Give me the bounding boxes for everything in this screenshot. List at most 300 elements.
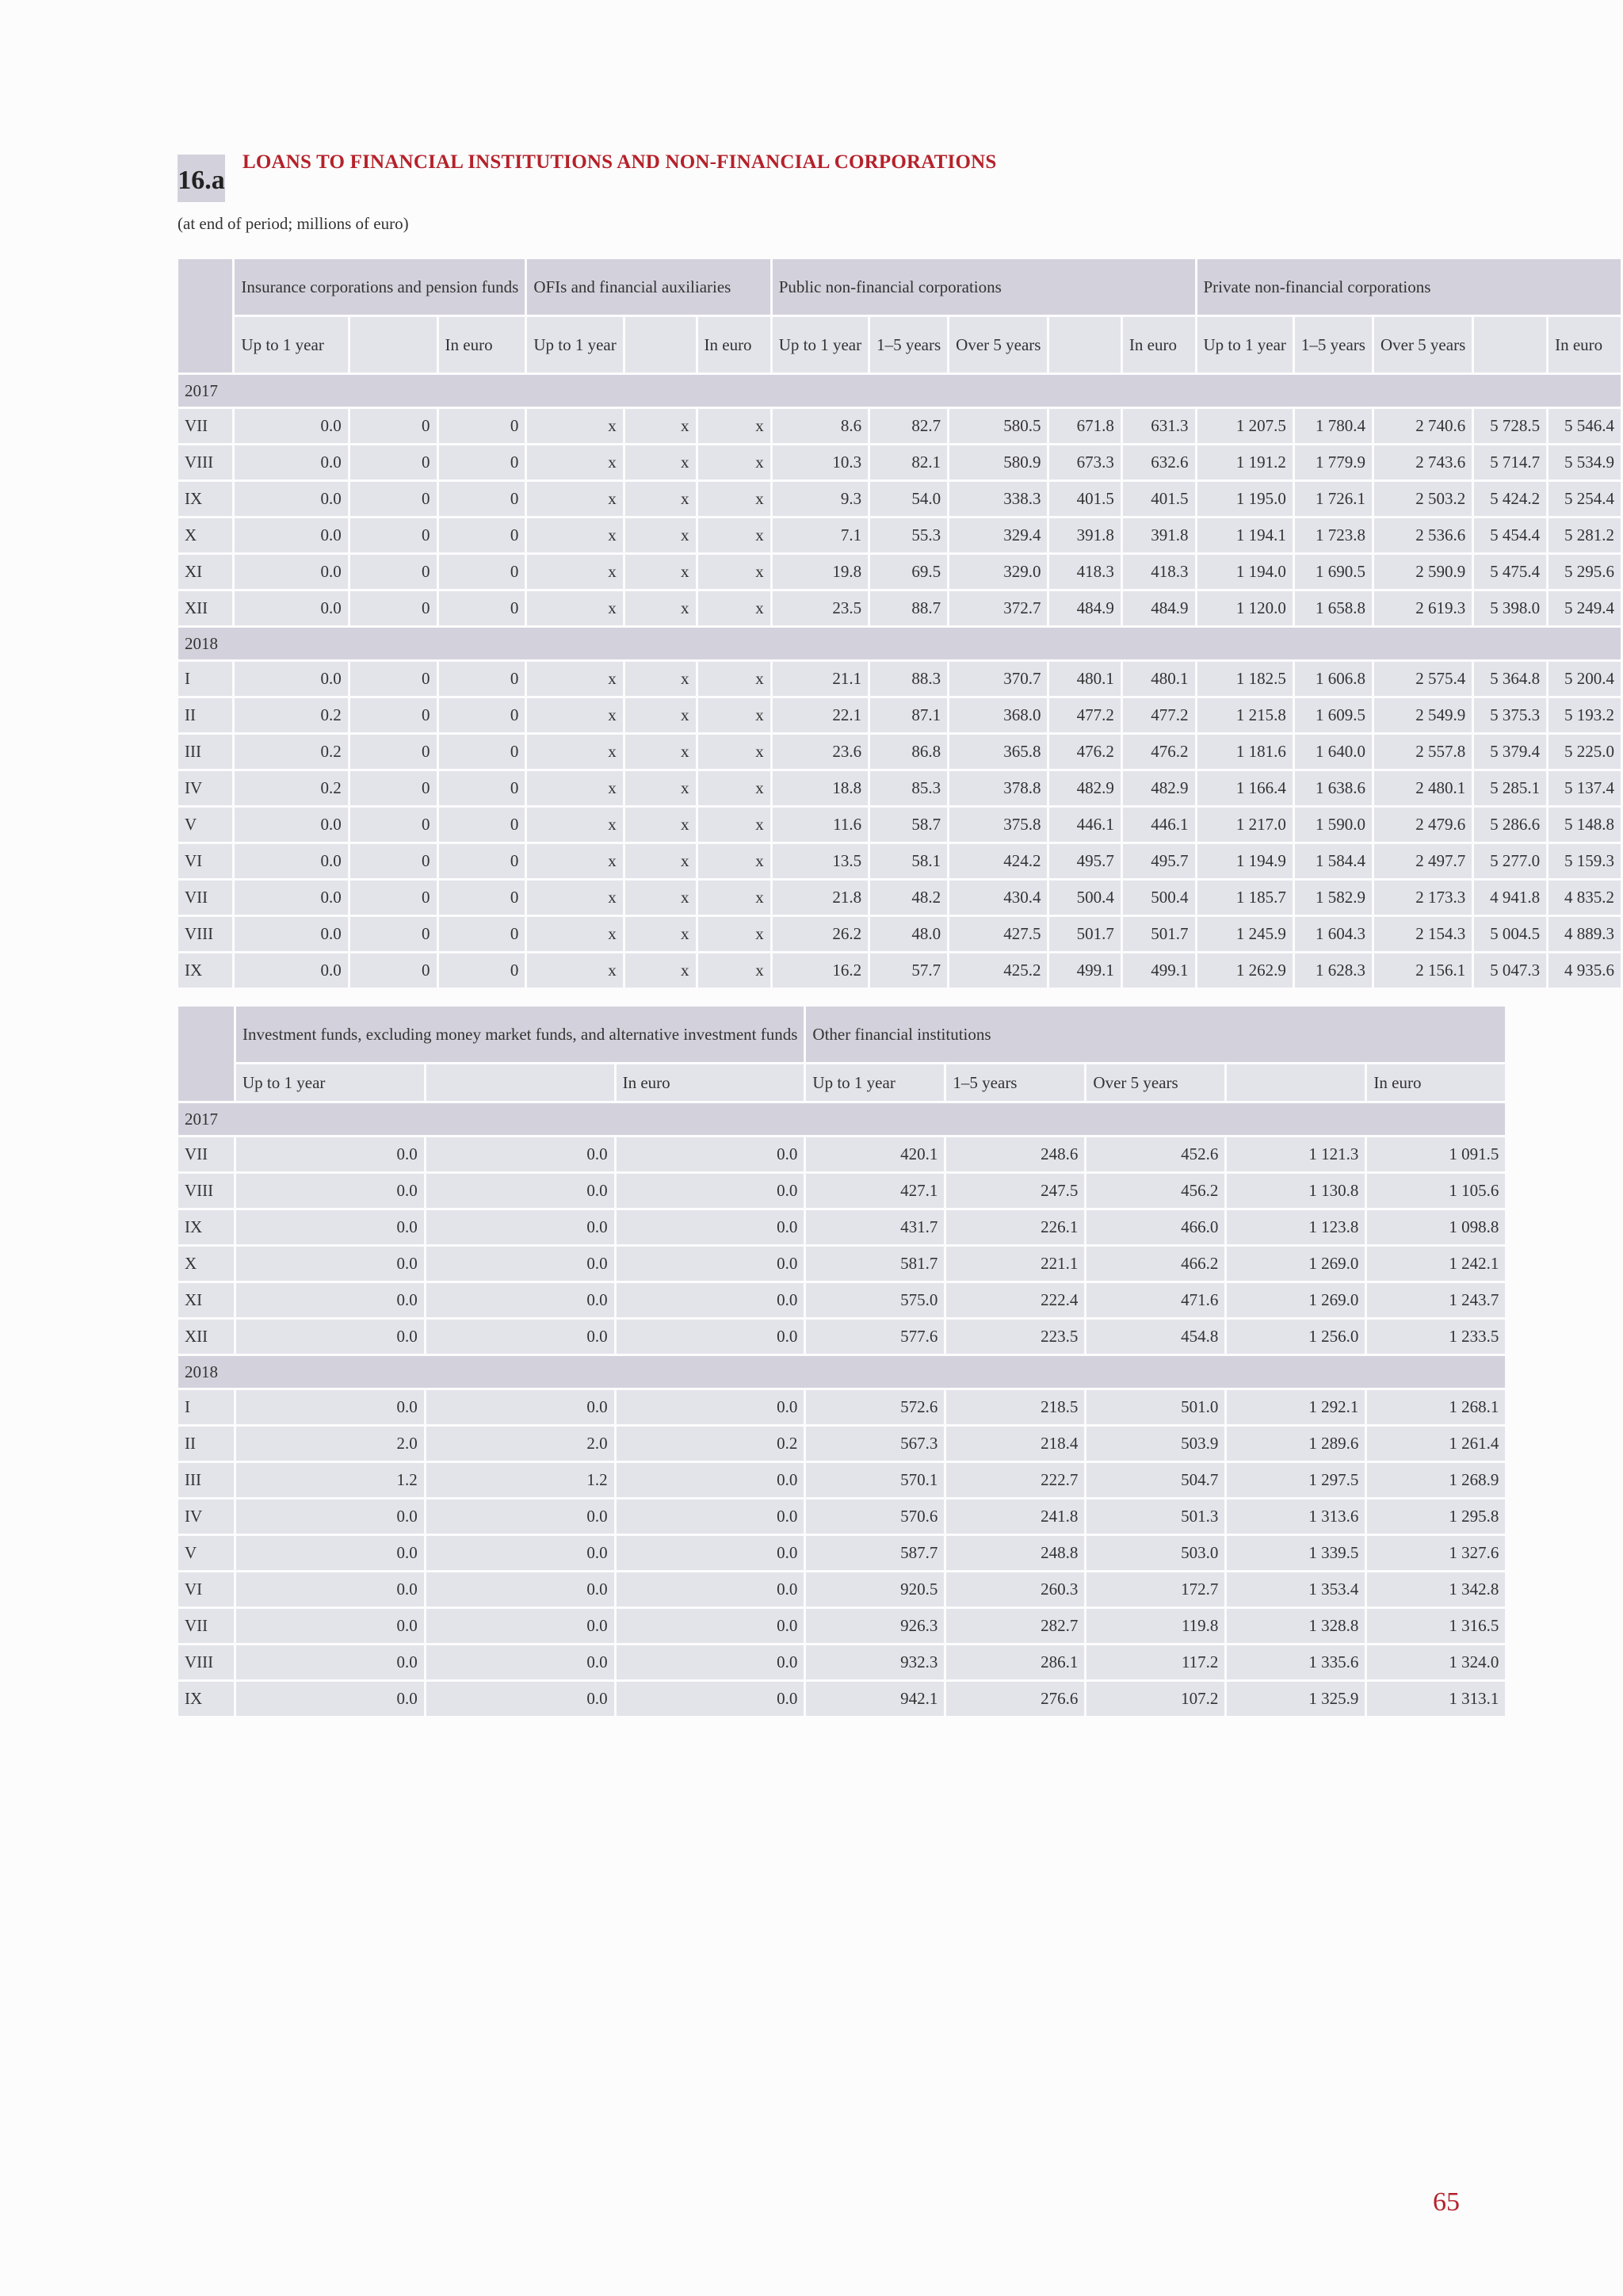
table-cell: 1 658.8 xyxy=(1295,591,1372,625)
table-cell: 1 243.7 xyxy=(1367,1283,1505,1317)
table-cell: 1 324.0 xyxy=(1367,1645,1505,1679)
month-label: VIII xyxy=(178,445,232,479)
table-cell: 0.0 xyxy=(236,1609,424,1643)
table-cell: 241.8 xyxy=(946,1499,1084,1534)
table-cell: 1 261.4 xyxy=(1367,1427,1505,1461)
table-cell: 425.2 xyxy=(949,953,1047,988)
table-cell: x xyxy=(527,844,622,878)
table-cell: 1 091.5 xyxy=(1367,1137,1505,1171)
table-cell: 0.2 xyxy=(617,1427,804,1461)
table-cell: 1 194.1 xyxy=(1197,518,1293,552)
table-cell: 466.0 xyxy=(1086,1210,1224,1244)
table-cell: 0.0 xyxy=(617,1682,804,1716)
table-cell: 480.1 xyxy=(1123,662,1195,696)
table-cell: 5 285.1 xyxy=(1474,771,1546,805)
table-cell: 0 xyxy=(439,917,525,951)
table-cell: 0.0 xyxy=(617,1320,804,1354)
table-row xyxy=(178,771,1621,805)
table-cell: x xyxy=(527,953,622,988)
table-cell: 567.3 xyxy=(806,1427,944,1461)
table-cell: 16.2 xyxy=(773,953,868,988)
table-row xyxy=(178,1427,1505,1461)
table-cell: 1 268.1 xyxy=(1367,1390,1505,1424)
table-cell: x xyxy=(527,735,622,769)
table-cell: 0 xyxy=(439,555,525,589)
table-cell: 19.8 xyxy=(773,555,868,589)
table-cell: 222.7 xyxy=(946,1463,1084,1497)
table-cell: x xyxy=(527,881,622,915)
table-row xyxy=(178,1320,1505,1354)
table-cell: x xyxy=(698,409,770,443)
table-cell: 1 779.9 xyxy=(1295,445,1372,479)
table-cell: 495.7 xyxy=(1049,844,1120,878)
table-cell: 1 269.0 xyxy=(1227,1247,1365,1281)
month-label: II xyxy=(178,698,232,732)
table-cell: 13.5 xyxy=(773,844,868,878)
table-cell: 2 619.3 xyxy=(1374,591,1472,625)
table-cell: 119.8 xyxy=(1086,1609,1224,1643)
table-cell: 0.0 xyxy=(236,1645,424,1679)
table-cell: 87.1 xyxy=(870,698,947,732)
column-subheader: 1–5 years xyxy=(1295,317,1372,372)
table-cell: 0.0 xyxy=(617,1463,804,1497)
table-cell: 10.3 xyxy=(773,445,868,479)
table-cell: 0.0 xyxy=(236,1572,424,1606)
table-cell: 218.5 xyxy=(946,1390,1084,1424)
table-cell: 48.2 xyxy=(870,881,947,915)
table-cell: 2 480.1 xyxy=(1374,771,1472,805)
table-row xyxy=(178,1390,1505,1424)
table-cell: 365.8 xyxy=(949,735,1047,769)
table-cell: 482.9 xyxy=(1123,771,1195,805)
table-cell: 5 254.4 xyxy=(1549,482,1621,516)
table-cell: 446.1 xyxy=(1049,808,1120,842)
table-cell: 1 339.5 xyxy=(1227,1536,1365,1570)
table-cell: 0.2 xyxy=(235,771,347,805)
table-cell: 48.0 xyxy=(870,917,947,951)
table-row xyxy=(178,808,1621,842)
table-cell: 501.7 xyxy=(1123,917,1195,951)
month-label: I xyxy=(178,1390,234,1424)
table-cell: x xyxy=(625,771,696,805)
table-cell: 0 xyxy=(439,844,525,878)
table-cell: 1 182.5 xyxy=(1197,662,1293,696)
column-subheader xyxy=(1474,317,1546,372)
table-cell: 5 004.5 xyxy=(1474,917,1546,951)
table-cell: 18.8 xyxy=(773,771,868,805)
table-cell: 0.0 xyxy=(617,1137,804,1171)
year-row-label: 2017 xyxy=(178,1103,1505,1135)
table-cell: 0.0 xyxy=(235,555,347,589)
table-cell: x xyxy=(527,698,622,732)
table-cell: 247.5 xyxy=(946,1174,1084,1208)
group-header: Private non-financial corporations xyxy=(1197,259,1621,315)
table-cell: x xyxy=(527,591,622,625)
month-label: X xyxy=(178,1247,234,1281)
table-cell: x xyxy=(527,771,622,805)
year-row-label: 2017 xyxy=(178,375,1621,407)
table-cell: 1 166.4 xyxy=(1197,771,1293,805)
table-cell: 0.0 xyxy=(617,1645,804,1679)
table-cell: 375.8 xyxy=(949,808,1047,842)
table-cell: 223.5 xyxy=(946,1320,1084,1354)
table-cell: 0.2 xyxy=(235,698,347,732)
loans-table-bottom xyxy=(176,1004,1507,1718)
table-cell: 1 723.8 xyxy=(1295,518,1372,552)
table-cell: 427.1 xyxy=(806,1174,944,1208)
table-cell: x xyxy=(698,555,770,589)
table-cell: 0 xyxy=(439,735,525,769)
table-cell: 476.2 xyxy=(1049,735,1120,769)
table-row xyxy=(178,555,1621,589)
month-label: III xyxy=(178,1463,234,1497)
table-cell: 5 546.4 xyxy=(1549,409,1621,443)
table-cell: 1 584.4 xyxy=(1295,844,1372,878)
table-cell: 4 889.3 xyxy=(1549,917,1621,951)
table-cell: 69.5 xyxy=(870,555,947,589)
column-subheader: In euro xyxy=(1367,1064,1505,1101)
table-cell: 370.7 xyxy=(949,662,1047,696)
table-cell: 2.0 xyxy=(236,1427,424,1461)
table-cell: 5 364.8 xyxy=(1474,662,1546,696)
table-cell: 430.4 xyxy=(949,881,1047,915)
table-cell: 1.2 xyxy=(236,1463,424,1497)
table-cell: x xyxy=(698,662,770,696)
month-label: III xyxy=(178,735,232,769)
table-cell: 0.0 xyxy=(236,1499,424,1534)
year-row-label: 2018 xyxy=(178,1356,1505,1388)
group-header: Insurance corporations and pension funds xyxy=(235,259,525,315)
table-cell: 0 xyxy=(439,881,525,915)
table-cell: 0.0 xyxy=(426,1210,614,1244)
table-cell: 276.6 xyxy=(946,1682,1084,1716)
table-cell: 0.2 xyxy=(235,735,347,769)
table-cell: x xyxy=(527,482,622,516)
table-cell: 0.0 xyxy=(426,1609,614,1643)
table-cell: 2 154.3 xyxy=(1374,917,1472,951)
table-cell: x xyxy=(698,917,770,951)
column-subheader: In euro xyxy=(1549,317,1621,372)
column-subheader: Over 5 years xyxy=(1086,1064,1224,1101)
table-cell: 5 137.4 xyxy=(1549,771,1621,805)
month-label: XII xyxy=(178,1320,234,1354)
table-cell: 2 156.1 xyxy=(1374,953,1472,988)
table-cell: x xyxy=(527,555,622,589)
table-cell: 1 217.0 xyxy=(1197,808,1293,842)
table-cell: 446.1 xyxy=(1123,808,1195,842)
table-cell: 1 780.4 xyxy=(1295,409,1372,443)
table-cell: x xyxy=(625,409,696,443)
table-row xyxy=(178,445,1621,479)
table-cell: 1 726.1 xyxy=(1295,482,1372,516)
table-cell: 1 121.3 xyxy=(1227,1137,1365,1171)
table-cell: 1 191.2 xyxy=(1197,445,1293,479)
table-cell: 5 379.4 xyxy=(1474,735,1546,769)
table-cell: 0.0 xyxy=(426,1536,614,1570)
table-row xyxy=(178,917,1621,951)
table-cell: 0.0 xyxy=(236,1320,424,1354)
table-cell: 0 xyxy=(439,662,525,696)
table-cell: 0.0 xyxy=(426,1499,614,1534)
table-row xyxy=(178,1137,1505,1171)
table-cell: 477.2 xyxy=(1049,698,1120,732)
table-cell: 2 557.8 xyxy=(1374,735,1472,769)
table-cell: 401.5 xyxy=(1049,482,1120,516)
table-cell: 0.0 xyxy=(617,1210,804,1244)
table-cell: 577.6 xyxy=(806,1320,944,1354)
table-cell: 420.1 xyxy=(806,1137,944,1171)
table-cell: 0.0 xyxy=(617,1536,804,1570)
table-cell: 2 479.6 xyxy=(1374,808,1472,842)
table-cell: 0.0 xyxy=(426,1572,614,1606)
table-cell: 0 xyxy=(350,555,437,589)
table-cell: 632.6 xyxy=(1123,445,1195,479)
page-number: 65 xyxy=(1433,2187,1460,2217)
month-label: XII xyxy=(178,591,232,625)
table-cell: 0 xyxy=(350,518,437,552)
column-subheader: 1–5 years xyxy=(870,317,947,372)
loans-table-top xyxy=(176,257,1623,990)
table-cell: 391.8 xyxy=(1123,518,1195,552)
table-cell: 1 194.0 xyxy=(1197,555,1293,589)
table-row xyxy=(178,482,1621,516)
month-label: IX xyxy=(178,482,232,516)
month-label: VI xyxy=(178,1572,234,1606)
table-cell: 2 497.7 xyxy=(1374,844,1472,878)
table-cell: 1 256.0 xyxy=(1227,1320,1365,1354)
table-cell: 1 313.6 xyxy=(1227,1499,1365,1534)
table-cell: 500.4 xyxy=(1123,881,1195,915)
column-subheader: In euro xyxy=(617,1064,804,1101)
table-cell: 2 173.3 xyxy=(1374,881,1472,915)
table-cell: 1 628.3 xyxy=(1295,953,1372,988)
table-cell: 0.0 xyxy=(235,808,347,842)
month-label: VII xyxy=(178,1609,234,1643)
group-header: Public non-financial corporations xyxy=(773,259,1195,315)
month-label: VII xyxy=(178,1137,234,1171)
table-cell: 86.8 xyxy=(870,735,947,769)
table-cell: x xyxy=(625,735,696,769)
table-row xyxy=(178,1174,1505,1208)
table-cell: 5 475.4 xyxy=(1474,555,1546,589)
table-cell: 499.1 xyxy=(1049,953,1120,988)
column-subheader xyxy=(1227,1064,1365,1101)
table-cell: 1 268.9 xyxy=(1367,1463,1505,1497)
table-cell: 1 105.6 xyxy=(1367,1174,1505,1208)
table-cell: 1 123.8 xyxy=(1227,1210,1365,1244)
column-subheader xyxy=(426,1064,614,1101)
table-cell: 0 xyxy=(350,953,437,988)
table-cell: 248.6 xyxy=(946,1137,1084,1171)
table-cell: 1 130.8 xyxy=(1227,1174,1365,1208)
table-cell: 5 454.4 xyxy=(1474,518,1546,552)
table-cell: 226.1 xyxy=(946,1210,1084,1244)
table-cell: 57.7 xyxy=(870,953,947,988)
table-cell: 5 714.7 xyxy=(1474,445,1546,479)
table-cell: 5 295.6 xyxy=(1549,555,1621,589)
table-cell: 1 342.8 xyxy=(1367,1572,1505,1606)
table-cell: x xyxy=(527,409,622,443)
table-cell: 372.7 xyxy=(949,591,1047,625)
table-cell: 0 xyxy=(439,771,525,805)
column-subheader: Up to 1 year xyxy=(235,317,347,372)
column-subheader: Up to 1 year xyxy=(236,1064,424,1101)
table-cell: 0 xyxy=(350,591,437,625)
table-cell: 587.7 xyxy=(806,1536,944,1570)
month-label: VIII xyxy=(178,1645,234,1679)
table-cell: 1 327.6 xyxy=(1367,1536,1505,1570)
table-cell: 2.0 xyxy=(426,1427,614,1461)
table-cell: 26.2 xyxy=(773,917,868,951)
table-row xyxy=(178,1645,1505,1679)
table-row xyxy=(178,1210,1505,1244)
month-label: IV xyxy=(178,1499,234,1534)
table-cell: 117.2 xyxy=(1086,1645,1224,1679)
column-subheader xyxy=(350,317,437,372)
table-cell: 1 606.8 xyxy=(1295,662,1372,696)
table-cell: 1 098.8 xyxy=(1367,1210,1505,1244)
table-cell: 260.3 xyxy=(946,1572,1084,1606)
table-cell: 9.3 xyxy=(773,482,868,516)
table-subtitle: (at end of period; millions of euro) xyxy=(178,214,409,233)
table-cell: 0.0 xyxy=(236,1247,424,1281)
table-cell: 5 148.8 xyxy=(1549,808,1621,842)
table-cell: 1 313.1 xyxy=(1367,1682,1505,1716)
table-cell: 2 590.9 xyxy=(1374,555,1472,589)
table-row xyxy=(178,953,1621,988)
table-cell: x xyxy=(527,662,622,696)
table-cell: 1 609.5 xyxy=(1295,698,1372,732)
table-cell: 0 xyxy=(350,844,437,878)
column-subheader: In euro xyxy=(1123,317,1195,372)
table-cell: 0 xyxy=(350,662,437,696)
table-cell: 926.3 xyxy=(806,1609,944,1643)
table-cell: 1 316.5 xyxy=(1367,1609,1505,1643)
table-title: LOANS TO FINANCIAL INSTITUTIONS AND NON-FINANCIAL CORPORATIONS xyxy=(242,151,997,173)
table-cell: 0.0 xyxy=(235,482,347,516)
table-cell: 0 xyxy=(350,881,437,915)
table-cell: 0.0 xyxy=(235,518,347,552)
table-cell: x xyxy=(698,953,770,988)
table-row xyxy=(178,1609,1505,1643)
table-cell: 0 xyxy=(439,698,525,732)
table-cell: 1 269.0 xyxy=(1227,1283,1365,1317)
table-row xyxy=(178,409,1621,443)
table-cell: 88.7 xyxy=(870,591,947,625)
table-row xyxy=(178,1499,1505,1534)
table-cell: 504.7 xyxy=(1086,1463,1224,1497)
month-label: IV xyxy=(178,771,232,805)
table-cell: 0.0 xyxy=(617,1247,804,1281)
column-subheader xyxy=(625,317,696,372)
table-cell: 218.4 xyxy=(946,1427,1084,1461)
table-cell: 0.0 xyxy=(235,662,347,696)
table-cell: 480.1 xyxy=(1049,662,1120,696)
column-subheader xyxy=(1049,317,1120,372)
table-cell: 503.9 xyxy=(1086,1427,1224,1461)
table-cell: 499.1 xyxy=(1123,953,1195,988)
table-cell: 920.5 xyxy=(806,1572,944,1606)
table-cell: 2 575.4 xyxy=(1374,662,1472,696)
table-cell: 454.8 xyxy=(1086,1320,1224,1354)
table-cell: 378.8 xyxy=(949,771,1047,805)
table-cell: 1 638.6 xyxy=(1295,771,1372,805)
table-cell: 431.7 xyxy=(806,1210,944,1244)
table-cell: 21.8 xyxy=(773,881,868,915)
table-cell: x xyxy=(625,662,696,696)
table-cell: 1 195.0 xyxy=(1197,482,1293,516)
table-cell: 22.1 xyxy=(773,698,868,732)
table-cell: 5 534.9 xyxy=(1549,445,1621,479)
table-cell: 401.5 xyxy=(1123,482,1195,516)
table-cell: x xyxy=(698,881,770,915)
column-subheader: In euro xyxy=(698,317,770,372)
table-cell: 0.0 xyxy=(236,1390,424,1424)
column-subheader: Up to 1 year xyxy=(527,317,622,372)
year-row-label: 2018 xyxy=(178,628,1621,659)
table-row xyxy=(178,1283,1505,1317)
table-cell: 1 328.8 xyxy=(1227,1609,1365,1643)
table-cell: 7.1 xyxy=(773,518,868,552)
table-cell: 0.0 xyxy=(426,1645,614,1679)
table-cell: 1 590.0 xyxy=(1295,808,1372,842)
table-cell: 424.2 xyxy=(949,844,1047,878)
month-label: IX xyxy=(178,1210,234,1244)
table-cell: 5 047.3 xyxy=(1474,953,1546,988)
table-cell: 1 215.8 xyxy=(1197,698,1293,732)
table-cell: 54.0 xyxy=(870,482,947,516)
table-cell: 329.0 xyxy=(949,555,1047,589)
table-cell: 1 289.6 xyxy=(1227,1427,1365,1461)
table-cell: x xyxy=(625,482,696,516)
table-cell: 58.1 xyxy=(870,844,947,878)
table-cell: x xyxy=(527,917,622,951)
table-row xyxy=(178,735,1621,769)
table-cell: 0.0 xyxy=(235,591,347,625)
table-cell: 673.3 xyxy=(1049,445,1120,479)
table-cell: 55.3 xyxy=(870,518,947,552)
table-cell: 427.5 xyxy=(949,917,1047,951)
table-cell: 1 181.6 xyxy=(1197,735,1293,769)
table-cell: x xyxy=(625,881,696,915)
table-cell: 0 xyxy=(350,698,437,732)
table-cell: 501.3 xyxy=(1086,1499,1224,1534)
table-cell: 1 242.1 xyxy=(1367,1247,1505,1281)
table-cell: 2 503.2 xyxy=(1374,482,1472,516)
table-cell: 2 743.6 xyxy=(1374,445,1472,479)
table-cell: 0.0 xyxy=(426,1390,614,1424)
table-cell: 580.9 xyxy=(949,445,1047,479)
table-cell: x xyxy=(698,445,770,479)
table-cell: 5 249.4 xyxy=(1549,591,1621,625)
month-label: IX xyxy=(178,953,232,988)
table-cell: 248.8 xyxy=(946,1536,1084,1570)
table-cell: 5 200.4 xyxy=(1549,662,1621,696)
month-label: V xyxy=(178,808,232,842)
table-cell: 1 233.5 xyxy=(1367,1320,1505,1354)
table-cell: x xyxy=(698,771,770,805)
table-cell: 0.0 xyxy=(617,1174,804,1208)
table-cell: 1 292.1 xyxy=(1227,1390,1365,1424)
table-cell: 5 277.0 xyxy=(1474,844,1546,878)
table-cell: 0 xyxy=(350,409,437,443)
group-header: OFIs and financial auxiliaries xyxy=(527,259,769,315)
table-row xyxy=(178,1536,1505,1570)
table-cell: 932.3 xyxy=(806,1645,944,1679)
month-label: VIII xyxy=(178,1174,234,1208)
table-cell: 4 935.6 xyxy=(1549,953,1621,988)
table-cell: 0 xyxy=(350,771,437,805)
